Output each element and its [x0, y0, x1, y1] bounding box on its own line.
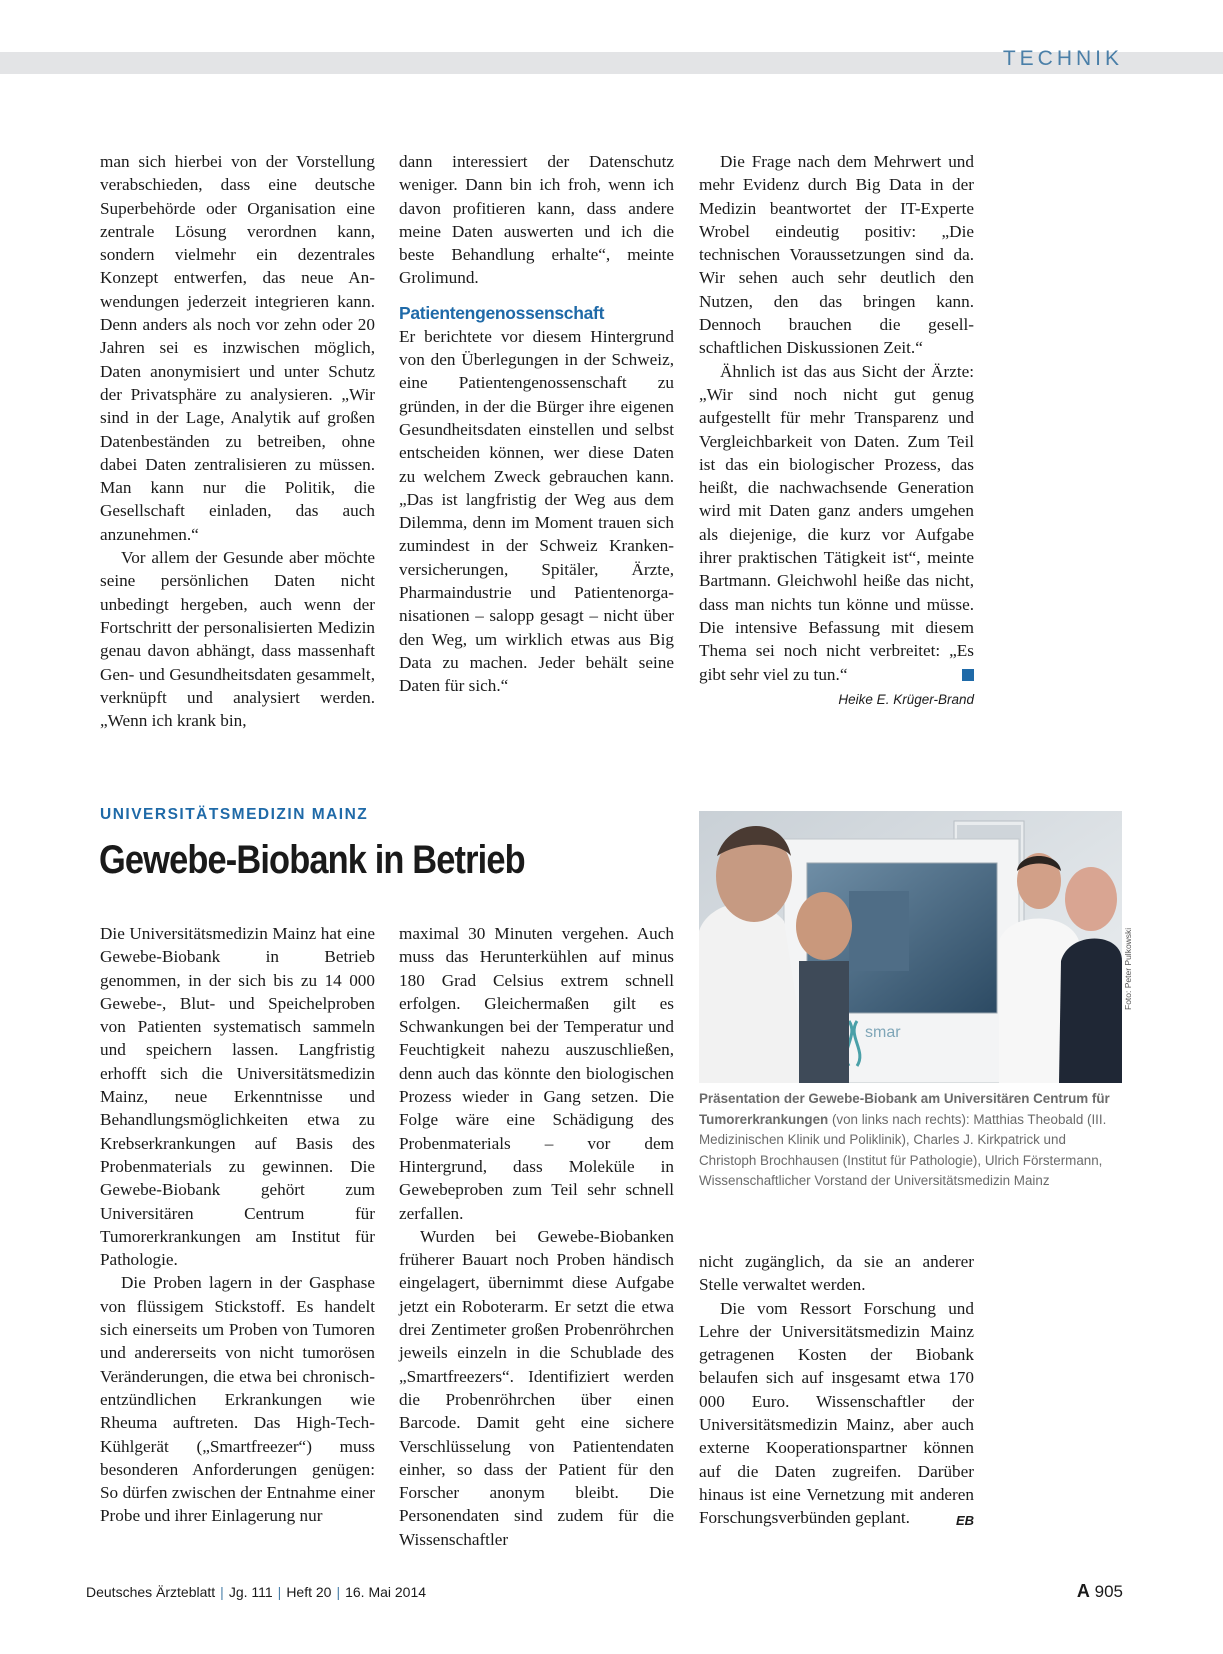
article-headline: Gewebe-Biobank in Betrieb	[99, 838, 525, 882]
caption-bold: Präsentation der Gewebe-Biobank am Universitären Centrum für Tumorerkrankungen	[699, 1091, 1110, 1127]
footer	[86, 1584, 426, 1600]
caption-text: (von links nach rechts): Matthias Theobald (III. Medizinischen Klinik und Poliklinik), Charles J. Kirkpatrick und Christoph Brochhausen (Institut für Pathologie), Ulrich Förstermann, Wissenschaftlicher Vorstand der Universitätsmedizin Mainz	[699, 1111, 1107, 1189]
paragraph	[699, 360, 974, 686]
paragraph: Die Proben lagern in der Gasphase von flüssigem Stickstoff. Es handelt sich einerseits um Proben von Tumoren und andererseits von nicht tumorösen Veränderungen, die etwa bei chronisch-entzündlichen Erkrankungen wie Rheuma auftreten. Das High-Tech-Kühlgerät („Smartfreezer“) muss besonderen Anforderungen genügen: So dürfen zwischen der Entnahme einer Probe und ihrer Einlagerung nur	[100, 1273, 375, 1526]
paragraph: Die Frage nach dem Mehrwert und mehr Evidenz durch Big Data in der Medizin beantwortet der IT-Experte Wrobel eindeutig positiv: „Die technischen Voraussetzungen sind da. Wir sehen auch sehr deutlich den Nutzen, den das bringen kann. Dennoch brauchen die gesellschaftlichen Diskussionen Zeit.“	[699, 152, 974, 358]
page-prefix: A	[1076, 1581, 1090, 1601]
paragraph: Wurden bei Gewebe-Biobanken früherer Bauart noch Proben händisch eingelagert, übernimmt diese Aufgabe jetzt ein Roboterarm. Er setzt die etwa drei Zentimeter großen Probenröhrchen jeweils einzeln in die Schublade des „Smartfreezers“. Identifiziert werden die Probenröhrchen über einen Barcode. Damit geht eine sichere Verschlüsselung von Patientendaten einher, so dass der Patient für den Forscher anonym bleibt. Die Personendaten sind zudem für die Wissenschaftler	[399, 1226, 674, 1549]
photo-text: smar	[865, 1024, 901, 1041]
paragraph: Er berichtete vor diesem Hintergrund von den Überlegungen in der Schweiz, eine Patientengenossenschaft zu gründen, in der die Bürger ihre eigenen Gesundheitsdaten einstellen und selbst entscheiden können, wer diese Daten zu welchem Zweck gebrauchen kann. „Das ist langfristig der Weg aus dem Dilemma, denn im Moment trauen sich zumindest in der Schweiz Krankenversicherungen, Spitäler, Ärzte, Pharmaindustrie und Patientenorganisationen – salopp gesagt – nicht über den Weg, um wirklich etwas aus Big Data zu machen. Jeder behält seine Daten für sich.“	[399, 326, 674, 696]
paragraph-text: Ähnlich ist das aus Sicht der Ärzte: „Wir sind noch nicht gut genug aufgestellt für mehr Transparenz und Vergleichbarkeit von Daten. Zum Teil ist das ein biologischer Prozess, das heißt, die nachwachsende Generation wird mit Daten ganz anders umgehen als diejenige, die kurz vor Aufgabe ihrer praktischen Tätigkeit ist“, meinte Bartmann. Gleichwohl heiße das nicht, dass man nichts tun könne und müsse. Die intensive Befassung mit diesem Thema sei noch nicht verbreitet: „Es gibt sehr viel zu tun.“	[699, 361, 974, 684]
article2-column-2	[399, 922, 674, 1551]
photo-caption	[699, 1089, 1124, 1192]
page-number	[1077, 1581, 1123, 1602]
author-byline: Heike E. Krüger-Brand	[838, 691, 974, 707]
paragraph: dann interessiert der Datenschutz weniger. Dann bin ich froh, wenn ich davon profitieren kann, dass andere meine Daten auswerten und ich die beste Behandlung erhalte“, meinte Grolimund.	[399, 152, 674, 288]
subheading: Patientengenossenschaft	[399, 302, 605, 323]
article2-column-1	[100, 922, 375, 1528]
photo-credit: Foto: Peter Pulkowski	[1123, 927, 1133, 1010]
divider: |	[277, 1584, 282, 1600]
article2-column-3	[699, 1250, 974, 1533]
paragraph-text: Die vom Ressort Forschung und Lehre der Universitätsmedizin Mainz getragenen Kosten der Biobank belaufen sich auf insgesamt etwa 170 000 Euro. Wissenschaftler der Universitätsmedizin Mainz, aber auch externe Kooperationspartner können auf die Daten zugreifen. Darüber hinaus ist eine Vernetzung mit anderen Forschungsverbünden geplant.	[699, 1298, 974, 1528]
page-value: 905	[1094, 1582, 1123, 1601]
paragraph: Vor allem der Gesunde aber möchte seine persönlichen Daten nicht unbedingt hergeben, auch wenn der Fortschritt der personalisierten Medizin genau davon abhängt, dass massenhaft Gen- und Gesundheitsdaten gesammelt, verknüpft und analysiert werden. „Wenn ich krank bin,	[100, 548, 375, 731]
article-kicker: UNIVERSITÄTSMEDIZIN MAINZ	[100, 806, 369, 823]
article1-column-3	[699, 150, 974, 711]
date: 16. Mai 2014	[345, 1584, 427, 1600]
paragraph: man sich hierbei von der Vorstellung verabschieden, dass eine deutsche Superbehörde oder Organisation eine zentrale Lösung verordnen kann, sondern vielmehr ein dezentrales Konzept entwerfen, das neue Anwendungen jederzeit integrieren kann. Denn anders als noch vor zehn oder 20 Jahren sei es inzwischen möglich, Daten anonymisiert und unter Schutz der Privatsphäre zu analysieren. „Wir sind in der Lage, Analytik auf großen Datenbeständen zu betreiben, ohne dabei Daten zentralisieren zu müssen. Man kann nur die Politik, die Gesellschaft einladen, das auch anzunehmen.“	[100, 152, 375, 544]
photo-illustration	[699, 811, 1122, 1083]
signature: EB	[955, 1513, 974, 1529]
paragraph: maximal 30 Minuten vergehen. Auch muss das Herunterkühlen auf minus 180 Grad Celsius extrem schnell erfolgen. Gleichermaßen gilt es Schwankungen bei der Temperatur und Feuchtigkeit nahezu auszuschließen, denn auch das könnte den biologischen Prozess wieder in Gang setzen. Die Folge wäre eine Schädigung des Probenmaterials – vor dem Hintergrund, dass Moleküle in Gewebeproben zum Teil sehr schnell zerfallen.	[399, 924, 674, 1223]
end-mark-icon	[962, 669, 974, 681]
paragraph: nicht zugänglich, da sie an anderer Stelle verwaltet werden.	[699, 1252, 974, 1295]
volume: Jg. 111	[228, 1584, 273, 1600]
divider: |	[220, 1584, 224, 1600]
article-photo	[699, 811, 1122, 1083]
issue: Heft 20	[286, 1584, 332, 1600]
article1-column-2	[399, 150, 674, 698]
paragraph	[699, 1297, 974, 1530]
section-label: TECHNIK	[1002, 47, 1123, 70]
publication-name: Deutsches Ärzteblatt	[86, 1584, 216, 1600]
divider: |	[336, 1584, 341, 1600]
article1-column-1	[100, 150, 375, 732]
paragraph: Die Universitätsmedizin Mainz hat eine Gewebe-Biobank in Betrieb genommen, in der sich bis zu 14 000 Gewebe-, Blut- und Speichelproben von Patienten systematisch sammeln und speichern lassen. Langfristig erhofft sich die Universitätsmedizin Mainz, neue Erkenntnisse und Behandlungsmöglichkeiten etwa zu Krebserkrankungen auf Basis des Probenmaterials zu gewinnen. Die Gewebe-Biobank gehört zum Universitären Centrum für Tumorerkrankungen am Institut für Pathologie.	[100, 924, 375, 1270]
